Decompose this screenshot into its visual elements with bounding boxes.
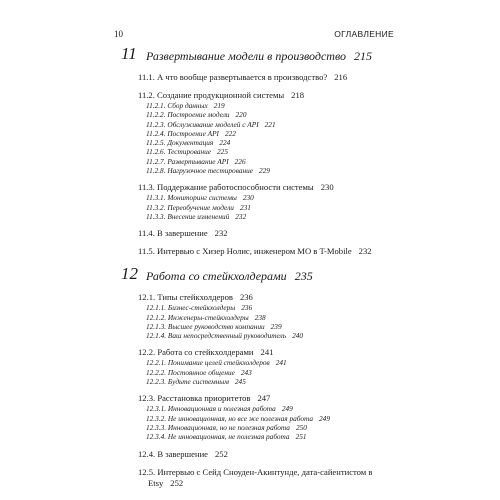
toc-subsection[interactable]: [146, 331, 500, 340]
subsection-page: 232: [235, 211, 247, 221]
subsection-page: 226: [234, 156, 246, 166]
section-page: 218: [291, 90, 305, 100]
section-page: 252: [170, 477, 184, 488]
section-title: 12.1. Типы стейкхолдеров: [138, 292, 233, 303]
toc-subsection[interactable]: [146, 377, 500, 386]
toc-subsection[interactable]: [146, 138, 500, 147]
subsection-page: 220: [235, 110, 247, 120]
subsection-page: 249: [281, 404, 293, 414]
chapter-number: 11: [121, 44, 137, 63]
subsection-page: 250: [295, 422, 307, 432]
subsection-title: 11.2.4. Построение API: [146, 128, 219, 138]
section-page: 252: [215, 448, 228, 459]
section-title: 11.2. Создание продукционной системы: [138, 90, 285, 100]
subsection-title: 11.3.1. Мониторинг системы: [146, 193, 237, 203]
toc-subsection[interactable]: [146, 368, 500, 377]
toc-subsection[interactable]: [146, 147, 500, 156]
subsection-title: 11.2.6. Тестирование: [146, 147, 212, 157]
subsection-title: 12.3.3. Инновационная, но не полезная работа: [146, 422, 290, 432]
toc-section[interactable]: [138, 90, 388, 101]
toc-section[interactable]: [138, 393, 388, 404]
toc-subsection[interactable]: [146, 129, 500, 138]
subsection-title: 12.2.3. Будьте системным: [146, 377, 229, 387]
subsection-title: 11.2.5. Документация: [146, 138, 214, 148]
toc-subsection[interactable]: [146, 203, 500, 212]
subsection-title: 12.2.1. Понимание целей стейкхолдеров: [146, 358, 270, 368]
subsection-title: 11.2.3. Обслуживание моделей с API: [146, 119, 259, 129]
page-number: 10: [114, 29, 123, 39]
subsection-page: 221: [264, 119, 276, 129]
subsection-page: 219: [213, 101, 225, 110]
subsection-title: 12.3.2. Не инновационная, но все же полезная работа: [146, 413, 314, 423]
section-page: 236: [239, 292, 253, 303]
toc-subsection[interactable]: [146, 120, 500, 129]
section-title: 12.4. В завершение: [138, 448, 208, 459]
toc-subsection[interactable]: [146, 212, 500, 221]
subsection-page: 239: [270, 321, 282, 331]
section-page: 230: [320, 182, 334, 193]
toc-section[interactable]: [138, 246, 388, 257]
toc-subsection[interactable]: [146, 322, 500, 331]
subsection-title: 12.1.4. Ваш непосредственный руководитель: [146, 331, 287, 341]
subsection-page: 230: [242, 193, 254, 203]
toc-subsection[interactable]: [146, 358, 500, 367]
subsection-title: 11.2.7. Развертывание API: [146, 156, 229, 166]
toc-subsection[interactable]: [146, 423, 500, 432]
chapter-page: 235: [294, 269, 313, 284]
subsection-title: 11.3.2. Переобучение модели: [146, 202, 234, 212]
subsection-page: 229: [258, 166, 270, 176]
section-title: 11.5. Интервью с Хизер Нолис, инженером МО в T-Mobile: [138, 246, 352, 257]
subsection-title: 11.2.8. Нагрузочное тестирование: [146, 166, 253, 176]
subsection-page: 236: [241, 303, 253, 313]
toc-section[interactable]: [138, 72, 388, 83]
subsection-page: 241: [275, 358, 287, 368]
subsection-title: 12.3.4. Не инновационная, не полезная работа: [146, 432, 290, 442]
subsection-title: 11.2.2. Построение модели: [146, 110, 230, 120]
chapter-number: 12: [121, 264, 138, 284]
subsection-page: 225: [217, 147, 228, 157]
section-page: 232: [214, 228, 228, 239]
section-page: 232: [358, 246, 372, 257]
subsection-page: 231: [239, 202, 251, 212]
section-title: 12.3. Расстановка приоритетов: [138, 393, 251, 404]
section-title: 12.2. Работа со стейкхолдерами: [138, 347, 254, 358]
toc-subsection[interactable]: [146, 101, 500, 110]
subsection-page: 240: [292, 331, 304, 341]
chapter-page: 215: [354, 49, 373, 63]
running-title: ОГЛАВЛЕНИЕ: [334, 29, 394, 39]
toc-subsection[interactable]: [146, 303, 500, 312]
toc-subsection[interactable]: [146, 404, 500, 413]
toc-section[interactable]: [138, 228, 388, 239]
subsection-title: 11.3.3. Внесение изменений: [146, 211, 230, 221]
subsection-page: 251: [295, 432, 307, 442]
subsection-title: 12.3.1. Инновационная и полезная работа: [146, 404, 276, 414]
subsection-page: 224: [219, 138, 231, 148]
toc-subsection[interactable]: [146, 166, 500, 175]
subsection-title: 12.2.2. Постоянное общение: [146, 367, 235, 377]
subsection-title: 12.1.3. Высшее руководство компании: [146, 321, 265, 331]
chapter-heading[interactable]: [121, 264, 500, 286]
chapter-heading[interactable]: [121, 44, 500, 66]
subsection-page: 238: [254, 312, 266, 322]
toc-section[interactable]: [138, 467, 398, 489]
subsection-title: 12.1.1. Бизнес-стейкхолдеры: [146, 303, 236, 313]
table-of-contents: [0, 44, 500, 489]
toc-subsection[interactable]: [146, 110, 500, 119]
section-title: 11.3. Поддержание работоспособности системы: [138, 182, 314, 193]
toc-subsection[interactable]: [146, 193, 500, 202]
chapter-title: Развертывание модели в производство: [146, 49, 347, 63]
toc-section[interactable]: [138, 292, 388, 303]
subsection-page: 222: [225, 128, 236, 138]
toc-subsection[interactable]: [146, 157, 500, 166]
toc-section[interactable]: [138, 449, 388, 460]
chapter-title: Работа со стейкхолдерами: [146, 269, 287, 284]
subsection-page: 243: [240, 367, 252, 377]
section-title: 11.4. В завершение: [138, 228, 208, 239]
section-title: 11.1. А что вообще развертывается в производство?: [138, 72, 328, 82]
section-page: 216: [334, 72, 348, 82]
section-page: 247: [257, 393, 271, 404]
toc-section[interactable]: [138, 182, 388, 193]
subsection-title: 11.2.1. Сбор данных: [146, 101, 208, 110]
toc-subsection[interactable]: [146, 432, 500, 441]
subsection-page: 245: [234, 377, 246, 387]
toc-section[interactable]: [138, 347, 388, 358]
toc-subsection[interactable]: [146, 313, 500, 322]
subsection-page: 249: [319, 413, 330, 423]
section-page: 241: [260, 347, 274, 358]
subsection-title: 12.1.2. Инженеры-стейкхолдеры: [146, 312, 249, 322]
toc-subsection[interactable]: [146, 414, 500, 423]
section-title: 12.5. Интервью с Сейд Сноуден-Акинтунде, дата-сайентистом в Etsy: [138, 466, 373, 488]
